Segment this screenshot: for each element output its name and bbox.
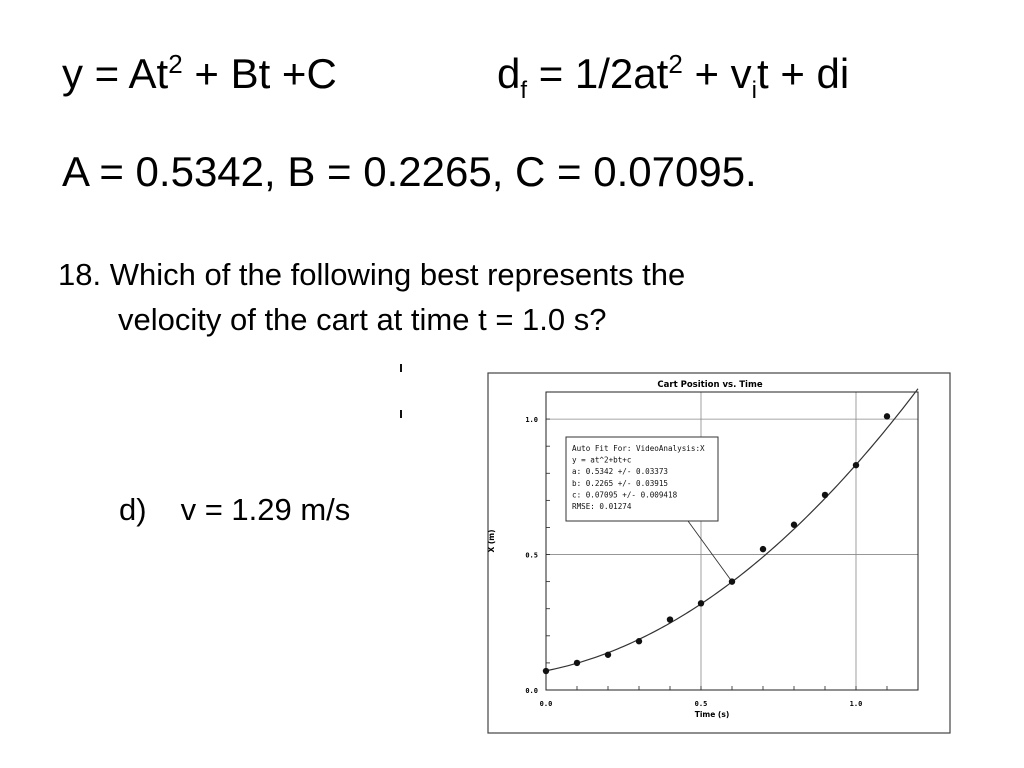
x-tick-label: 1.0 bbox=[849, 700, 863, 708]
data-point bbox=[729, 578, 735, 584]
fit-box-line: b: 0.2265 +/- 0.03915 bbox=[572, 478, 669, 488]
y-tick-label: 0.0 bbox=[525, 687, 538, 695]
eq2-sub-f: f bbox=[520, 77, 528, 104]
eq1-exponent: 2 bbox=[168, 49, 183, 79]
fit-parameters: A = 0.5342, B = 0.2265, C = 0.07095. bbox=[62, 148, 757, 195]
eq2-text-b: = 1/2at bbox=[527, 50, 669, 97]
y-tick-label: 1.0 bbox=[525, 416, 538, 425]
data-point bbox=[543, 668, 549, 674]
chart-title: Cart Position vs. Time bbox=[657, 380, 763, 390]
data-point bbox=[636, 638, 642, 644]
question-line-2: velocity of the cart at time t = 1.0 s? bbox=[118, 302, 607, 337]
data-point bbox=[791, 522, 797, 528]
quadratic-equation bbox=[62, 49, 337, 97]
data-point bbox=[822, 492, 828, 498]
data-point bbox=[884, 413, 890, 419]
x-tick-label: 0.5 bbox=[694, 700, 708, 708]
x-tick-label: 0.0 bbox=[539, 700, 553, 708]
speck bbox=[400, 410, 402, 418]
answer-value: v = 1.29 m/s bbox=[180, 492, 351, 527]
fit-box-line: c: 0.07095 +/- 0.009418 bbox=[572, 490, 678, 500]
eq2-sub-i: i bbox=[751, 77, 757, 104]
eq2-exponent: 2 bbox=[668, 49, 683, 79]
question-line-1: 18. Which of the following best represents the bbox=[58, 257, 686, 292]
eq2-text-c: + v bbox=[682, 50, 752, 97]
answer-d bbox=[119, 492, 350, 528]
answer-letter: d) bbox=[119, 492, 147, 527]
y-tick-label: 0.5 bbox=[525, 551, 538, 560]
data-point bbox=[574, 660, 580, 666]
fit-box-line: a: 0.5342 +/- 0.03373 bbox=[572, 467, 669, 477]
cart-position-chart bbox=[462, 365, 962, 743]
eq1-text-b: + Bt +C bbox=[182, 50, 337, 97]
kinematic-equation bbox=[497, 49, 850, 104]
eq2-text-d: t + di bbox=[757, 50, 850, 97]
eq2-text-a: d bbox=[497, 50, 521, 97]
x-axis-label: Time (s) bbox=[694, 710, 730, 719]
data-point bbox=[605, 652, 611, 658]
scan-artifact bbox=[400, 362, 404, 426]
fit-box-line: Auto Fit For: VideoAnalysis:X bbox=[572, 444, 705, 453]
data-point bbox=[698, 600, 704, 606]
data-point bbox=[853, 462, 859, 468]
speck bbox=[400, 364, 402, 372]
fit-box bbox=[566, 437, 718, 521]
question-18 bbox=[58, 252, 685, 342]
data-point bbox=[760, 546, 766, 552]
fit-box-line: RMSE: 0.01274 bbox=[572, 502, 632, 511]
data-point bbox=[667, 616, 673, 622]
y-axis-label: X (m) bbox=[487, 529, 496, 553]
fit-box-line: y = at^2+bt+c bbox=[572, 455, 632, 465]
eq1-text-a: y = At bbox=[62, 50, 169, 97]
chart-frame bbox=[488, 373, 950, 733]
